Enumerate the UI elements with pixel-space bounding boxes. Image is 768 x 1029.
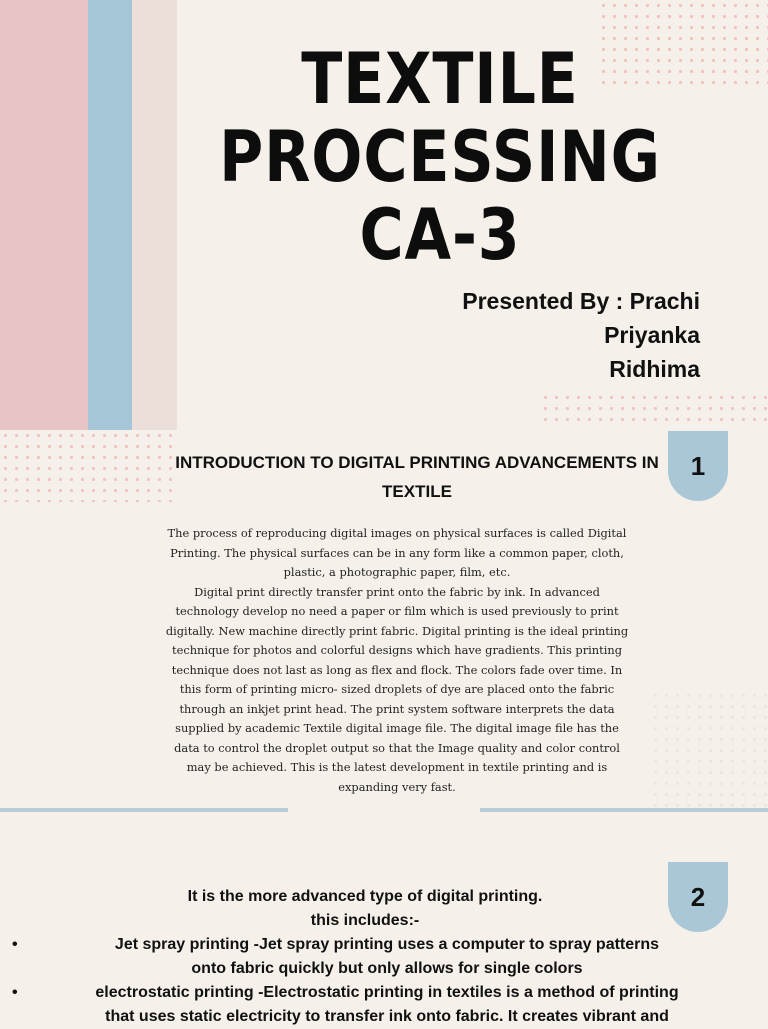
- lead-line: this includes:-: [310, 912, 420, 929]
- body-line: expanding very fast.: [338, 779, 456, 794]
- divider-left: [0, 808, 288, 812]
- dot-pattern-left: [0, 430, 175, 502]
- section-lead: [130, 885, 600, 933]
- list-item: [12, 981, 702, 1029]
- blue-stripe: [88, 0, 132, 430]
- body-line: Digital print directly transfer print onto the fabric by ink. In advanced: [194, 584, 600, 599]
- title-line: PROCESSING: [219, 116, 661, 198]
- body-line: plastic, a photographic paper, film, etc.: [283, 565, 511, 579]
- body-line: technology develop no need a paper or film which is used previously to print: [175, 604, 619, 618]
- presenter-line: Ridhima: [609, 356, 700, 382]
- body-line: technique does not last as long as flex and flock. The colors fade over time. In: [171, 662, 623, 677]
- page-number-badge: 2: [668, 862, 728, 932]
- bullet-icon: •: [12, 984, 18, 1001]
- body-line: Printing. The physical surfaces can be in any form like a common paper, cloth,: [170, 545, 624, 560]
- intro-heading: [172, 448, 662, 506]
- presenter-line: Presented By : Prachi: [462, 288, 700, 314]
- divider-right: [480, 808, 768, 812]
- heading-line: TEXTILE: [382, 482, 452, 501]
- printing-types-list: [12, 933, 702, 1029]
- body-line: through an inkjet print head. The print system software interprets the data: [179, 701, 615, 716]
- page-number-badge: 1: [668, 431, 728, 501]
- bullet-line: electrostatic printing -Electrostatic printing in textiles is a method of printing: [95, 984, 679, 1001]
- presenter-line: Priyanka: [604, 322, 700, 348]
- body-line: supplied by academic Textile digital image file. The digital image file has the: [175, 721, 619, 735]
- body-line: may be achieved. This is the latest development in textile printing and is: [186, 760, 608, 774]
- slide-title: [216, 40, 663, 274]
- presenters: [462, 284, 700, 386]
- pink-stripe: [0, 0, 88, 430]
- body-line: digitally. New machine directly print fabric. Digital printing is the ideal printing: [165, 623, 629, 638]
- heading-line: INTRODUCTION TO DIGITAL PRINTING ADVANCEMENTS IN: [175, 453, 659, 472]
- intro-body: [158, 524, 636, 797]
- bullet-line: Jet spray printing -Jet spray printing uses a computer to spray patterns: [114, 936, 660, 953]
- dot-pattern-faint: [650, 690, 768, 810]
- title-slide: [0, 0, 768, 430]
- bullet-line: onto fabric quickly but only allows for single colors: [191, 960, 583, 977]
- dot-pattern-right: [540, 392, 768, 428]
- bullet-icon: •: [12, 936, 18, 953]
- title-line: CA-3: [359, 194, 521, 276]
- bullet-line: that uses static electricity to transfer ink onto fabric. It creates vibrant and: [105, 1008, 669, 1025]
- body-line: data to control the droplet output so that the Image quality and color control: [174, 740, 620, 755]
- lead-line: It is the more advanced type of digital printing.: [187, 888, 543, 905]
- list-item: [12, 933, 702, 981]
- title-line: TEXTILE: [301, 38, 579, 120]
- body-line: The process of reproducing digital images on physical surfaces is called Digital: [167, 526, 627, 540]
- beige-stripe: [132, 0, 177, 430]
- body-line: technique for photos and colorful designs which have gradients. This printing: [172, 643, 622, 657]
- body-line: this form of printing micro- sized droplets of dye are placed onto the fabric: [179, 682, 615, 696]
